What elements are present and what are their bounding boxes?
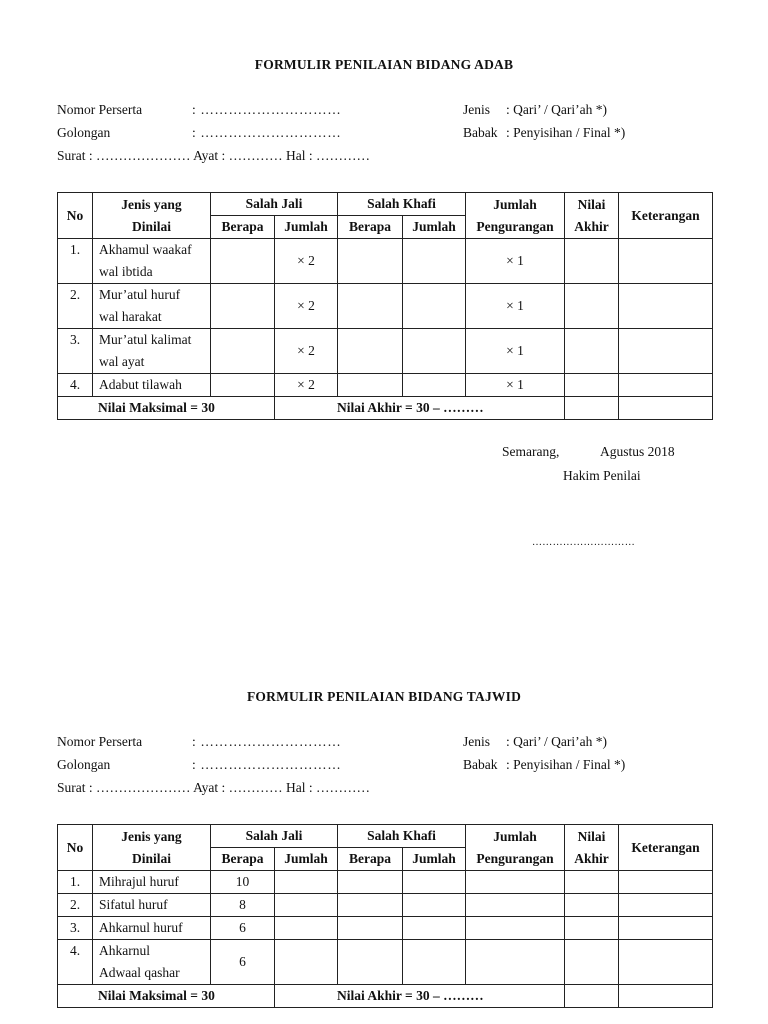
keterangan-cell[interactable] xyxy=(619,871,713,894)
jali-jumlah-cell[interactable] xyxy=(275,917,338,940)
row-criterion: Mur’atul kalimat wal ayat xyxy=(93,329,211,374)
nilai-maksimal: Nilai Maksimal = 30 xyxy=(58,985,275,1008)
header-khafi-berapa: Berapa xyxy=(338,848,403,871)
jali-jumlah-cell[interactable] xyxy=(275,940,338,985)
jenis-label: Jenis xyxy=(463,102,490,117)
golongan-label: Golongan xyxy=(57,125,111,140)
header-khafi-jumlah: Jumlah xyxy=(403,216,466,239)
table-row xyxy=(58,894,713,917)
keterangan-cell[interactable] xyxy=(619,374,713,397)
jali-berapa-cell[interactable] xyxy=(211,284,275,329)
golongan-field[interactable]: : ………………………… xyxy=(192,757,342,772)
jali-jumlah-cell[interactable]: × 2 xyxy=(275,329,338,374)
form-adab-title: FORMULIR PENILAIAN BIDANG ADAB xyxy=(254,57,514,72)
nilai-akhir-cell[interactable] xyxy=(565,329,619,374)
khafi-jumlah-cell[interactable] xyxy=(403,871,466,894)
khafi-jumlah-cell[interactable] xyxy=(403,284,466,329)
form-tajwid-title: FORMULIR PENILAIAN BIDANG TAJWID xyxy=(246,689,522,704)
golongan-field[interactable]: : ………………………… xyxy=(192,125,342,140)
adab-score-table xyxy=(57,192,713,420)
header-jali-berapa: Berapa xyxy=(211,216,275,239)
header-keterangan: Keterangan xyxy=(619,825,713,871)
row-number: 1. xyxy=(58,871,93,894)
signature-role: Hakim Penilai xyxy=(563,468,641,483)
header-jumlah-pengurangan: Jumlah Pengurangan xyxy=(466,825,565,871)
signature-place: Semarang, xyxy=(502,444,560,459)
row-number: 3. xyxy=(58,329,93,374)
jali-berapa-cell[interactable]: 8 xyxy=(211,894,275,917)
footer-empty-cell[interactable] xyxy=(565,985,619,1008)
header-no: No xyxy=(58,825,93,871)
golongan-label: Golongan xyxy=(57,757,111,772)
jenis-field[interactable]: : Qari’ / Qari’ah *) xyxy=(506,102,607,117)
nomor-label: Nomor Perserta xyxy=(57,734,143,749)
pengurangan-cell[interactable]: × 1 xyxy=(466,374,565,397)
row-criterion: Ahkarnul Adwaal qashar xyxy=(93,940,211,985)
table-row xyxy=(58,374,713,397)
row-criterion: Mur’atul huruf wal harakat xyxy=(93,284,211,329)
khafi-berapa-cell[interactable] xyxy=(338,917,403,940)
row-criterion: Sifatul huruf xyxy=(93,894,211,917)
header-jumlah-pengurangan: Jumlah Pengurangan xyxy=(466,193,565,239)
khafi-jumlah-cell[interactable] xyxy=(403,894,466,917)
header-salah-jali: Salah Jali xyxy=(211,825,338,848)
khafi-berapa-cell[interactable] xyxy=(338,329,403,374)
nilai-akhir-cell[interactable] xyxy=(565,374,619,397)
header-jali-jumlah: Jumlah xyxy=(275,216,338,239)
keterangan-cell[interactable] xyxy=(619,940,713,985)
signature-line[interactable]: ………………………… xyxy=(532,537,635,548)
row-criterion: Mihrajul huruf xyxy=(93,871,211,894)
khafi-berapa-cell[interactable] xyxy=(338,871,403,894)
header-khafi-jumlah: Jumlah xyxy=(403,848,466,871)
nilai-akhir-cell[interactable] xyxy=(565,871,619,894)
row-number: 4. xyxy=(58,374,93,397)
row-number: 1. xyxy=(58,239,93,284)
khafi-berapa-cell[interactable] xyxy=(338,284,403,329)
header-khafi-berapa: Berapa xyxy=(338,216,403,239)
row-criterion: Akhamul waakaf wal ibtida xyxy=(93,239,211,284)
nilai-akhir-cell[interactable] xyxy=(565,940,619,985)
keterangan-cell[interactable] xyxy=(619,917,713,940)
nilai-akhir-formula[interactable]: Nilai Akhir = 30 – ……… xyxy=(275,397,565,420)
jenis-label: Jenis xyxy=(463,734,490,749)
khafi-jumlah-cell[interactable] xyxy=(403,329,466,374)
keterangan-cell[interactable] xyxy=(619,239,713,284)
jenis-field[interactable]: : Qari’ / Qari’ah *) xyxy=(506,734,607,749)
khafi-berapa-cell[interactable] xyxy=(338,940,403,985)
khafi-jumlah-cell[interactable] xyxy=(403,374,466,397)
table-footer-row xyxy=(58,397,713,420)
jali-berapa-cell[interactable]: 6 xyxy=(211,940,275,985)
table-row xyxy=(58,239,713,284)
jali-berapa-cell[interactable] xyxy=(211,374,275,397)
row-number: 2. xyxy=(58,894,93,917)
nilai-akhir-cell[interactable] xyxy=(565,239,619,284)
khafi-jumlah-cell[interactable] xyxy=(403,940,466,985)
table-row xyxy=(58,284,713,329)
row-criterion: Adabut tilawah xyxy=(93,374,211,397)
nilai-akhir-cell[interactable] xyxy=(565,284,619,329)
row-criterion: Ahkarnul huruf xyxy=(93,917,211,940)
jali-jumlah-cell[interactable]: × 2 xyxy=(275,284,338,329)
khafi-jumlah-cell[interactable] xyxy=(403,917,466,940)
nilai-akhir-cell[interactable] xyxy=(565,894,619,917)
table-row xyxy=(58,329,713,374)
footer-empty-cell[interactable] xyxy=(619,985,713,1008)
keterangan-cell[interactable] xyxy=(619,284,713,329)
footer-empty-cell[interactable] xyxy=(565,397,619,420)
row-number: 2. xyxy=(58,284,93,329)
nilai-maksimal: Nilai Maksimal = 30 xyxy=(58,397,275,420)
header-nilai-akhir: Nilai Akhir xyxy=(565,193,619,239)
nilai-akhir-cell[interactable] xyxy=(565,917,619,940)
header-salah-khafi: Salah Khafi xyxy=(338,825,466,848)
jali-jumlah-cell[interactable] xyxy=(275,894,338,917)
footer-empty-cell[interactable] xyxy=(619,397,713,420)
table-row xyxy=(58,940,713,985)
jali-jumlah-cell[interactable]: × 2 xyxy=(275,374,338,397)
keterangan-cell[interactable] xyxy=(619,894,713,917)
row-number: 3. xyxy=(58,917,93,940)
tajwid-score-table xyxy=(57,824,713,1008)
khafi-berapa-cell[interactable] xyxy=(338,239,403,284)
header-salah-jali: Salah Jali xyxy=(211,193,338,216)
pengurangan-cell[interactable] xyxy=(466,871,565,894)
header-jenis: Jenis yang Dinilai xyxy=(93,825,211,871)
jali-berapa-cell[interactable] xyxy=(211,329,275,374)
babak-field[interactable]: : Penyisihan / Final *) xyxy=(506,125,626,140)
header-salah-khafi: Salah Khafi xyxy=(338,193,466,216)
header-keterangan: Keterangan xyxy=(619,193,713,239)
pengurangan-cell[interactable]: × 1 xyxy=(466,329,565,374)
babak-field[interactable]: : Penyisihan / Final *) xyxy=(506,757,626,772)
nomor-label: Nomor Perserta xyxy=(57,102,143,117)
jali-berapa-cell[interactable]: 10 xyxy=(211,871,275,894)
jali-jumlah-cell[interactable] xyxy=(275,871,338,894)
babak-label: Babak xyxy=(463,757,498,772)
nomor-field[interactable]: : ………………………… xyxy=(192,734,342,749)
pengurangan-cell[interactable]: × 1 xyxy=(466,284,565,329)
header-jenis: Jenis yang Dinilai xyxy=(93,193,211,239)
header-no: No xyxy=(58,193,93,239)
table-footer-row xyxy=(58,985,713,1008)
table-row xyxy=(58,917,713,940)
pengurangan-cell[interactable] xyxy=(466,940,565,985)
khafi-berapa-cell[interactable] xyxy=(338,374,403,397)
keterangan-cell[interactable] xyxy=(619,329,713,374)
signature-date: Agustus 2018 xyxy=(600,444,675,459)
babak-label: Babak xyxy=(463,125,498,140)
pengurangan-cell[interactable]: × 1 xyxy=(466,239,565,284)
header-nilai-akhir: Nilai Akhir xyxy=(565,825,619,871)
surat-ayat-hal-line[interactable]: Surat : ………………… Ayat : ………… Hal : ………… xyxy=(57,148,370,163)
pengurangan-cell[interactable] xyxy=(466,917,565,940)
jali-berapa-cell[interactable]: 6 xyxy=(211,917,275,940)
row-number: 4. xyxy=(58,940,93,985)
surat-ayat-hal-line[interactable]: Surat : ………………… Ayat : ………… Hal : ………… xyxy=(57,780,370,795)
table-row xyxy=(58,871,713,894)
khafi-jumlah-cell[interactable] xyxy=(403,239,466,284)
header-jali-berapa: Berapa xyxy=(211,848,275,871)
nilai-akhir-formula[interactable]: Nilai Akhir = 30 – ……… xyxy=(275,985,565,1008)
khafi-berapa-cell[interactable] xyxy=(338,894,403,917)
nomor-field[interactable]: : ………………………… xyxy=(192,102,342,117)
jali-jumlah-cell[interactable]: × 2 xyxy=(275,239,338,284)
header-jali-jumlah: Jumlah xyxy=(275,848,338,871)
jali-berapa-cell[interactable] xyxy=(211,239,275,284)
pengurangan-cell[interactable] xyxy=(466,894,565,917)
